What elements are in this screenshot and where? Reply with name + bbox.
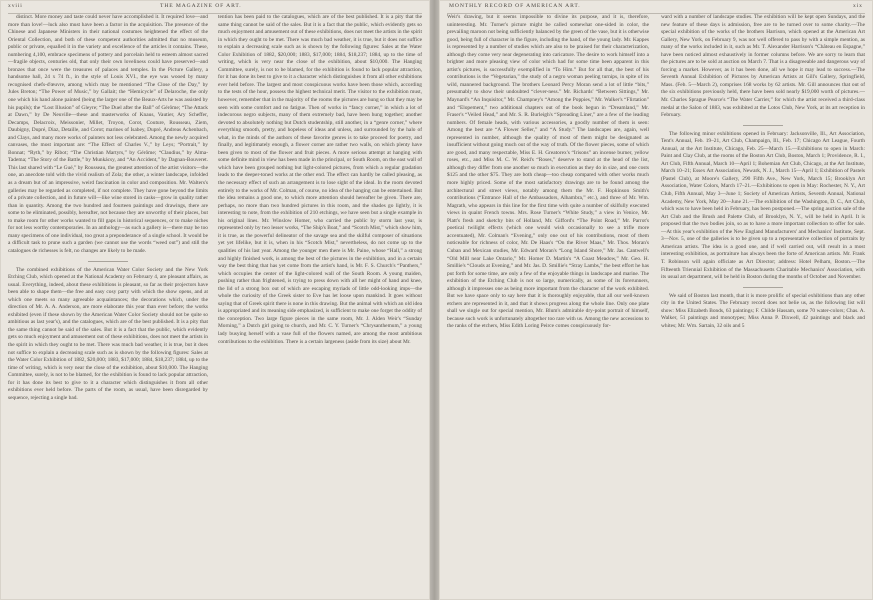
right-column-2 [661,14,865,592]
left-column-1 [8,14,208,592]
right-col2-paragraph-3: We said of Boston last month, that it is more prolific of special exhibitions than any other city in the United States. The February record does not belie us, as the following list will show: Miss Elizabeth Bonds, 63 paintings; F. Childe Hassam, some 70 water-colors; Chas. A. Walker, 51 paintings and monotypes; Miss Anna P. Dixwell, 42 paintings and black and whites; Mr. Wm. Sartain, 32 oils and 5 [661,292,865,329]
left-running-title: THE MAGAZINE OF ART. [160,3,242,9]
book-gutter [430,0,439,600]
left-col1-paragraph-2: The combined exhibitions of the American Water Color Society and the New York Etching Club, which opened at the National Academy on February 4, are pleasant affairs, as usual. Everything, indeed, about these exhibitions is pleasant, so far as their projectors have been able to shape them—the free and easy cosy party with which the show opens, and at which one meets so many agreeable acquaintances; the decorations which, under the direction of Mr. A. A. Anderson, are more elaborate this year than ever before; the works exhibited (even if these shown by the American Water Color Society should not be quite so ambitious as last year's), and the catalogues, which are of the best published. It is a pity that the same thing cannot be said of the sales. But it is a fact that the public, which evidently gets so much enjoyment and amusement out of these exhibitions, does not meet the artists in the spirit in which they ought to be met. There was much bad weather, it is true, but it does not suffice to explain a decreasing scale such as is shown by the following figures: Sales at the Water Color Exhibition of 1882, $20,000; 1883, $17,000; 1884, $18,237; 1884, up to the time of writing, which is very near the close of the exhibition, about $10,000. The Hanging Committee, surely, is not to be blamed, for the exhibition is found to lack popular attraction, for it has done its best to give to it a character which distinguishes it from all other exhibitions ever held before. The parts of the room, as usual, have been disregarded by sequence, rejecting a single bad. [8,266,208,401]
section-divider [743,287,783,288]
right-page [439,0,873,600]
right-page-number: xix [853,3,863,9]
left-col1-paragraph-1: distinct. More money and taste could never have accomplished it. It required love—and more than love!—luck also must have been a factor in the acquisition. The presence of the Chinese and Japanese Ministers in their national costumes heightened the effect of the Oriental Collection, and both of these competent authorities admitted that no museum, public or private, equalled it in the variety and excellence of the articles it contains. These, numbering 4,100, embrace specimens of pottery and porcelain held to esteem almost sacred—fragile objects, centuries old, that only their own loveliness could have preserved—and bronzes that once were the treasures of palaces and temples. In the Picture Gallery, a handsome hall, 24 x 74 ft., in the style of Louis XVI., the eye was wooed by many recognised chefs-d'œuvre, among which may be mentioned “The Close of the Day,” by Jules Breton; “The Power of Music,” by Gallait; the “Hemicycle” of Delaroche, the only one which his hand alone painted (being the larger one of the Beaux-Arts he was assisted by his pupils); the “Lost Illusion” of Gleyre; “The Duel after the Ball” of Gérôme; “The Attack at Dawn,” by De Neuville—these and masterworks of Knaus, Vautier, Ary Scheffer, Decamps, Delacroix, Meissonier, Millet, Troyon, Corot, Couture, Rousseau, Ziem, Daubigny, Dupré, Diaz, Detaille, and Corot; marines of Isabey, Dupré, Andreas Achenbach, and Clays, and many more works of painters not less celebrated. Among the newly acquired canvases, the most important are: “The Effect of Charles V.,” by Leys; “Portrait,” by Bonnat; “Ryth,” by Ribot; “The Christian Martyrs,” by Gérôme; “Claudius,” by Alma-Tadema; “The Story of the Battle,” by Munkácsy, and “An Accident,” by Dagnan-Bouveret. This last shared with “Le Gué,” by Rousseau, the greatest attention of the artist visitors—the one, an anecdote told with the vivid realism of Zola; the other, a winter landscape, infolded as a dream but of an impressive, weird fascination in color and composition. Mr. Walters's galleries may be regarded as completed, if not complete. They have gone beyond the limits of a private collection, and in future will—like wine stored in casks—grow in quality rather than in quantity. Among the two hundred and fourteen paintings and drawings, there are some to be eliminated, possibly, hereafter, not because they are unworthy of their places, but to make room for other works wanted to fill gaps in historical sequences, or to make niches for not less worthy contemporaries. In an anthology—as such a gallery is—there may be too many specimens of one individual, too great a preponderance of a single school. It would be a difficult task to prune such a garden (we cannot use the words “weed out”) and still the catalogues de richesses is felt, no changes are likely to be made. [8,14,208,254]
right-running-title: MONTHLY RECORD OF AMERICAN ART. [449,3,581,9]
left-page-number: xviii [8,3,23,9]
right-col1-paragraph-1: Weir's drawing, but it seems impossible to divine its purpose, and it is, therefore, uninteresting. Mr. Turner's picture might be called somewhat one-sided in color, the prevailing maroon not being sufficiently balanced by the green of the vase, but it is otherwise good, being full of character in the figure, including the hand, of the young lady. Mr. Kappes is represented by a number of studies which are also to be praised for their characterization, although they come very near degenerating into caricature. The desire to work himself into a brighter and more pleasing view of color which had for some time been apparent in this artist's pictures, is successfully exemplified in “To Him.” But for all that, the best of his contributions is the “Vegetarian,” the study of a negro woman peeling turnips, in spite of its wild, mannered background. The brothers Leonard Percy Moran send a lot of little “bits,” presumably to show their undoubted “clever-ness.” Mr. Richards' “Between Sittings,” Mr. Maynard's “An Inquisitor,” Mr. Champney's “Among the Poppies,” Mr. Walker's “Flirtation” and “Elopement,” two additional chapters out of the book begun in “Dreamland,” Mr. Fraser's “Veiled Head,” and Mr. S. R. Burleigh's “Spreading Liner,” are a few of the leading numbers. Of female heads, with various accessories, a goodly number of them is seen: Among the best are “A Flower Seller,” and “A Study.” The landscapes are, again, well represented in number, although the quality of most of them might be designated as insufficient without going much out of the way of truth. Of the flower pieces, some of which are good, and many respectable, Miss E. H. Greatorex's “Irisons” an incense burner, yellow roses, etc., and Miss M. C. W. Reid's “Roses,” deserve to stand at the head of the list, although they differ from one another so much in execution as they do in size, and one costs $125 and the other $75. They are both cheap—too cheap compared with other works much more highly priced. Some of the most satisfactory drawings are to be found among the architectural and street views, notably among them the Mr. F. Hopkinson Smith's contributions (“Entrance Hall of the Ambassadors, Alhambra,” etc.), and three of Mr. Wm. Magrath, who appears in this line for the first time with quite a number of skilfully executed views in quaint French towns. Mrs. Rose Turner's “White Study,” a view in Venice, Mr. Platt's fresh and sketchy bits of Holland, Mr. Gifford's “The Point Road,” Mr. Parrot's poetical twilight effects (which one would wish occasionally to see a trifle more accentuated), Mr. Colman's “Evening,” only one out of his contributions, most of them noticeable for richness of color, Mr. De Haas's “On the River Maas,” Mr. Thos. Moran's Cuban and Mexican studies, Mr. Edward Moran's “Long Island Shore,” Mr. Jas. Cantwell's “Old Mill near Lake Ontario,” Mr. Homer D. Martin's “A Coast Meadow,” Mr. Geo. H. Smillie's “Clouds at Evening,” and Mr. Jas. D. Smillie's “Stray Lambs,” the best effort he has put forth for some time, are only a few of the enjoyable things in landscape and marine. The exhibition of the Etching Club is not so large, numerically, as some of its forerunners, although it impresses one as being more important from the character of the work exhibited. But we have space only to say here that it is thoroughly enjoyable, that all our well-known etchers are represented in it, and that it shows progress along the whole line. Only one plate shall we single out for special mention, Mr. Blum's admirable dry-point portrait of himself, because such work is unfortunately altogether too rare with us. Among the new accessions to the ranks of the etchers, Miss Edith Loring Peirce comes conspicuously for- [447,14,649,330]
right-col2-paragraph-2: The following minor exhibitions opened in February: Jacksonville, Ill., Art Association, Tent's Annual, Feb. 19–21, Art Club, Champaign, Ill., Feb. 17; Chicago Art League, Fourth Annual, at the Art Institute, Chicago, Feb. 25—March 15.—Exhibitions to open in March: Paint and Clay Club, at the rooms of the Boston Art Club, Boston, March 1; Providence, R. I., Art Club, Fifth Annual, March 10—April 1; Bohemian Art Club, Chicago, at the Art Institute, March 10–21; Essex Art Association, Newark, N. J., March 15—April 1; Exhibition of Pastels (Pastel Club), at Moore's Gallery, 290 Fifth Ave., New York, March 15; Brooklyn Art Association, Water Colors, March 17–21.—Exhibitions to open in May: Rochester, N. Y., Art Club, Fifth Annual, May 3—June 1; Society of American Artists, Seventh Annual, National Academy, New York, May 20—June 21.—The exhibition of the Washington, D. C., Art Club, which was to have been held in February, has been postponed.—The spring auction sale of the Art Club and the Brush and Palette Club, of Brooklyn, N. Y., will be held in April. It is proposed that the two bodies join, so as to have a more important collection to offer for sale.—At this year's exhibition of the New England Manufacturers' and Mechanics' Institute, Sept. 3—Nov. 5, one of the galleries is to be given up to a representative collection of portraits by American artists. The idea is a good one, and if well carried out, will result in a most interesting exhibition, as portraiture has always been the forte of American artists. Mr. Frank T. Robinson will again officiate as Art Director; address: Hotel Pelham, Boston.—The Fifteenth Triennial Exhibition of the Massachusetts Charitable Mechanics' Association, with its usual art department, will be held in Boston during the months of October and November. [661,130,865,281]
left-page [0,0,430,600]
right-column-1 [447,14,649,592]
section-divider [743,125,783,126]
section-divider [88,261,128,262]
left-column-2 [218,14,422,592]
left-col2-paragraph-1: tention has been paid to the catalogues, which are of the best published. It is a pity that the same thing cannot be said of the sales. But it is a fact that the public, which evidently gets so much enjoyment and amusement out of these exhibitions, does not meet the artists in the spirit in which they ought to be met. There was much bad weather, it is true, but it does not suffice to explain a decreasing scale such as is shown by the following figures: Sales at the Water Color Exhibition of 1882, $20,000; 1883, $17,000; 1884, $18,237; 1884, up to the time of writing, which is very near the close of the exhibition, about $10,000. The Hanging Committee, surely, is not to be blamed, for the exhibition is found to lack popular attraction, for it has done its best to give to it a character which distinguishes it from all other exhibitions ever held before. The largest and most conspicuous works have been those which, according to the tests of the hour, possess the highest technical merit. The visitor to the exhibition must, however, remember that in the majority of the rooms the pictures are hung so that they may be seen with some comfort and no fatigue. Then of works in “fancy corner,” in which a lot of indecorous negro subjects, many of them extremely bad, have been hung together; another devoted to absolutely nothing but Dutch studentship, still another, in a “genre corner,” where everything smooth, pretty, and hopeless of ideas and unless, and surrounded by the halo of what, in the minds of the authors of these favorite genres is to take proceed for poetry, and finally, and legitimately enough, a flower corner are rather two walls, on which plenty have been given to most of the flower and fruit pieces. A more serious attempt at hanging with some definite mind in view has been made in the principal, or South Room, on the east wall of which have been grouped nothing but light-colored pictures, from which a regular gradation leads to the deeper-toned works at the other end. The effect can hardly be called pleasing, as the necessary effect of such an arrangement is to lose sight of the ideal. In the room devoted entirely to the works of Mr. Colman, of course, no idea of the hanging can be entertained. But the idea remains a good one, to which more attention should hereafter be given. There are, perhaps, no more than two hundred pictures in this room, and the shades go lightly, it is interesting to note, from the exhibition of 210 etchings, we have seen but a single example in his original lines. Mr. Winslow Homer, who carried the public by storm last year, is represented only by two lesser works, “The Ship's Boat,” and “Scotch Mist,” which show him, it is true, as the powerful delineator of the savage sea and the skilful composer of situations yet yet lifelike, but it is, when in his “Scotch Mist,” nevertheless, do not come up to the qualities of his last year. Among the younger men there is Mr. Paine, whose “Hall,” a strong and highly finished work, is among the best of the pictures in the exhibition, and in a certain way the best thing that has yet come from the artist's hand, is Mr. F. S. Church's “Panthers,” which occupies the center of the light-colored wall of the South Room. A young maiden, pushing rather than frightened, is trying to press down with all her might of hand and knee, the lid of a strong box out of which are escaping myriads of little odd-looking imps—the whole the curiosity of the Greek sister to Eve has let loose upon mankind. It goes without saying that of Greek spirit there is none in this drawing. But the animal with which an old idea is appropriated and its meaning side emphasized, is sufficient to make one forget the oddity of the conception. Two large figure pieces in the same room, Mr. J. Alden Weir's “Sunday Morning,” a Dutch girl going to church, and Mr. C. Y. Turner's “Chrysanthemum,” a young lady busying herself with a vase full of the flowers named, are among the most ambitious contributions to the exhibition. There is a certain largeness (aside from its size) about Mr. [218,14,422,345]
right-col2-paragraph-1: ward with a number of landscape studies. The exhibition will be kept open Sundays, and the new feature of these days is admission, free are to be turned over to some charity.—The special exhibition of the works of the brothers Harrison, which opened at the American Art Gallery, New York, on February 9, was not well offered to pass by with a simple mention, as many of the works included in it, such as Mr. T. Alexander Harrison's “Château en Espagne,” have been noticed almost exhaustively in former columns before. We are sorry to learn that the pictures are to be sold at auction on March 7. That is a disagreeable and dangerous way of forcing a market. However, as it has been done, all we hope it may lead to success.—The Seventh Annual Exhibition of Pictures by American Artists at Gill's Gallery, Springfield, Mass. (Feb. 5—March 2), comprises 168 works by 62 artists. Mr. Gill announces that out of the six exhibitions previously held, there have been sold nearly $19,000 worth of pictures.—Mr. Charles Sprague Pearce's “The Water Carrier,” for which the artist received a third-class medal at the Salon of 1883, was exhibited at the Lotos Club, New York, at its art reception in February. [661,14,865,119]
